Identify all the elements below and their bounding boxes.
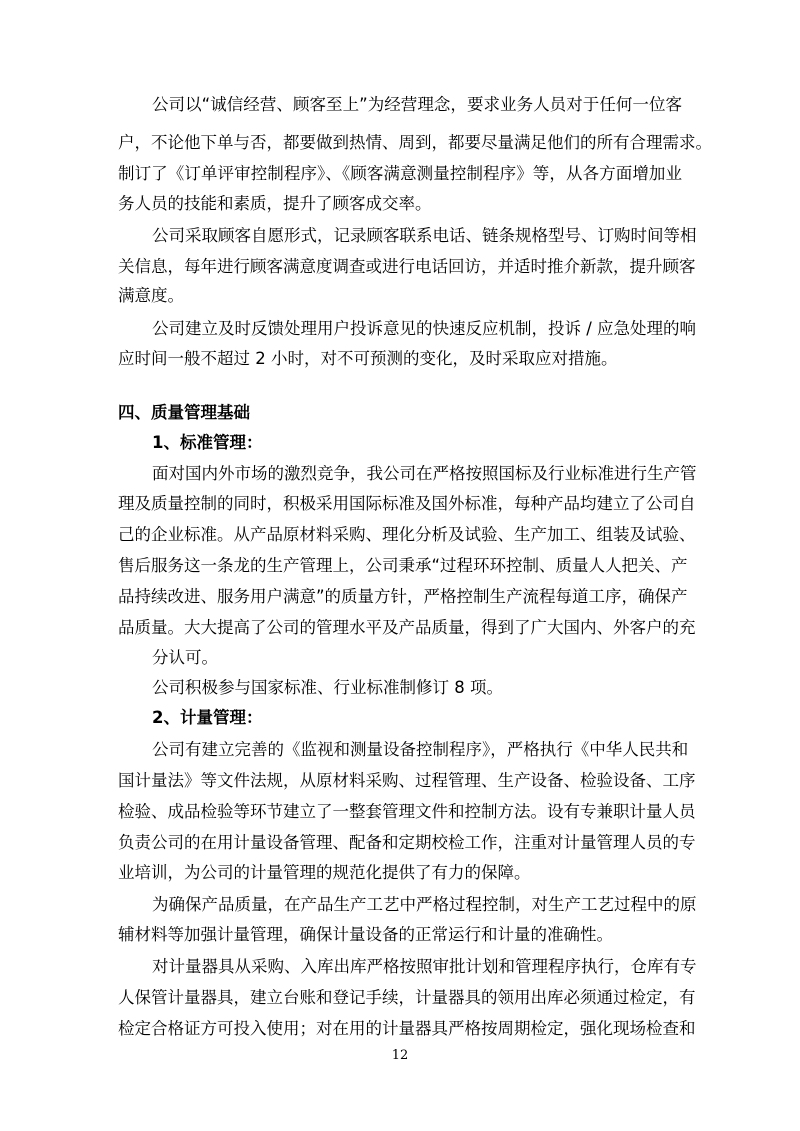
- paragraph-line: 公司积极参与国家标准、行业标准制修订 8 项。: [152, 678, 503, 697]
- section-heading: 四、质量管理基础: [118, 403, 250, 422]
- paragraph-line: 务人员的技能和素质，提升了顾客成交率。: [118, 194, 432, 213]
- paragraph-line: 业培训，为公司的计量管理的规范化提供了有力的保障。: [118, 863, 531, 882]
- page-number: 12: [391, 1048, 409, 1063]
- paragraph-line: 应时间一般不超过 2 小时，对不可预测的变化，及时采取应对措施。: [118, 349, 618, 368]
- paragraph-line: 分认可。: [152, 648, 218, 667]
- paragraph-line: 品持续改进、服务用户满意”的质量方针，严格控制生产流程每道工序，确保产: [118, 587, 688, 606]
- paragraph-line: 公司建立及时反馈处理用户投诉意见的快速反应机制，投诉 / 应急处理的响: [152, 319, 697, 338]
- paragraph-line: 己的企业标准。从产品原材料采购、理化分析及试验、生产加工、组装及试验、: [118, 525, 696, 544]
- paragraph-line: 检定合格证方可投入使用；对在用的计量器具严格按周期检定，强化现场检查和: [118, 1019, 696, 1038]
- paragraph-line: 对计量器具从采购、入库出库严格按照审批计划和管理程序执行，仓库有专: [152, 957, 697, 976]
- paragraph-line: 理及质量控制的同时，积极采用国际标准及国外标准，每种产品均建立了公司自: [118, 494, 696, 513]
- paragraph-line: 负责公司的在用计量设备管理、配备和定期校检工作，注重对计量管理人员的专: [118, 833, 696, 852]
- subsection-heading: 2、计量管理：: [152, 708, 263, 727]
- paragraph-line: 制订了《订单评审控制程序》、《顾客满意测量控制程序》等，从各方面增加业: [118, 164, 682, 183]
- paragraph-line: 检验、成品检验等环节建立了一整套管理文件和控制方法。设有专兼职计量人员: [118, 802, 696, 821]
- paragraph-line: 公司有建立完善的《监视和测量设备控制程序》，严格执行《中华人民共和: [152, 740, 689, 759]
- paragraph-line: 关信息，每年进行顾客满意度调查或进行电话回访，并适时推介新款，提升顾客: [118, 257, 696, 276]
- subsection-heading: 1、标准管理：: [152, 433, 263, 452]
- paragraph-line: 售后服务这一条龙的生产管理上，公司秉承“过程环环控制、质量人人把关、产: [118, 556, 688, 575]
- paragraph-line: 人保管计量器具，建立台账和登记手续，计量器具的领用出库必须通过检定，有: [118, 988, 696, 1007]
- paragraph-line: 满意度。: [118, 286, 184, 305]
- paragraph-line: 公司采取顾客自愿形式，记录顾客联系电话、链条规格型号、订购时间等相: [152, 226, 697, 245]
- paragraph-line: 户，不论他下单与否，都要做到热情、周到，都要尽量满足他们的所有合理需求。: [118, 133, 712, 152]
- paragraph-line: 公司以“诚信经营、顾客至上”为经营理念，要求业务人员对于任何一位客: [152, 95, 682, 114]
- paragraph-line: 国计量法》等文件法规，从原材料采购、过程管理、生产设备、检验设备、工序: [118, 771, 696, 790]
- paragraph-line: 为确保产品质量，在产品生产工艺中严格过程控制，对生产工艺过程中的原: [152, 895, 697, 914]
- paragraph-line: 品质量。大大提高了公司的管理水平及产品质量，得到了广大国内、外客户的充: [118, 618, 696, 637]
- paragraph-line: 辅材料等加强计量管理，确保计量设备的正常运行和计量的准确性。: [118, 925, 613, 944]
- paragraph-line: 面对国内外市场的激烈竞争，我公司在严格按照国标及行业标准进行生产管: [152, 464, 697, 483]
